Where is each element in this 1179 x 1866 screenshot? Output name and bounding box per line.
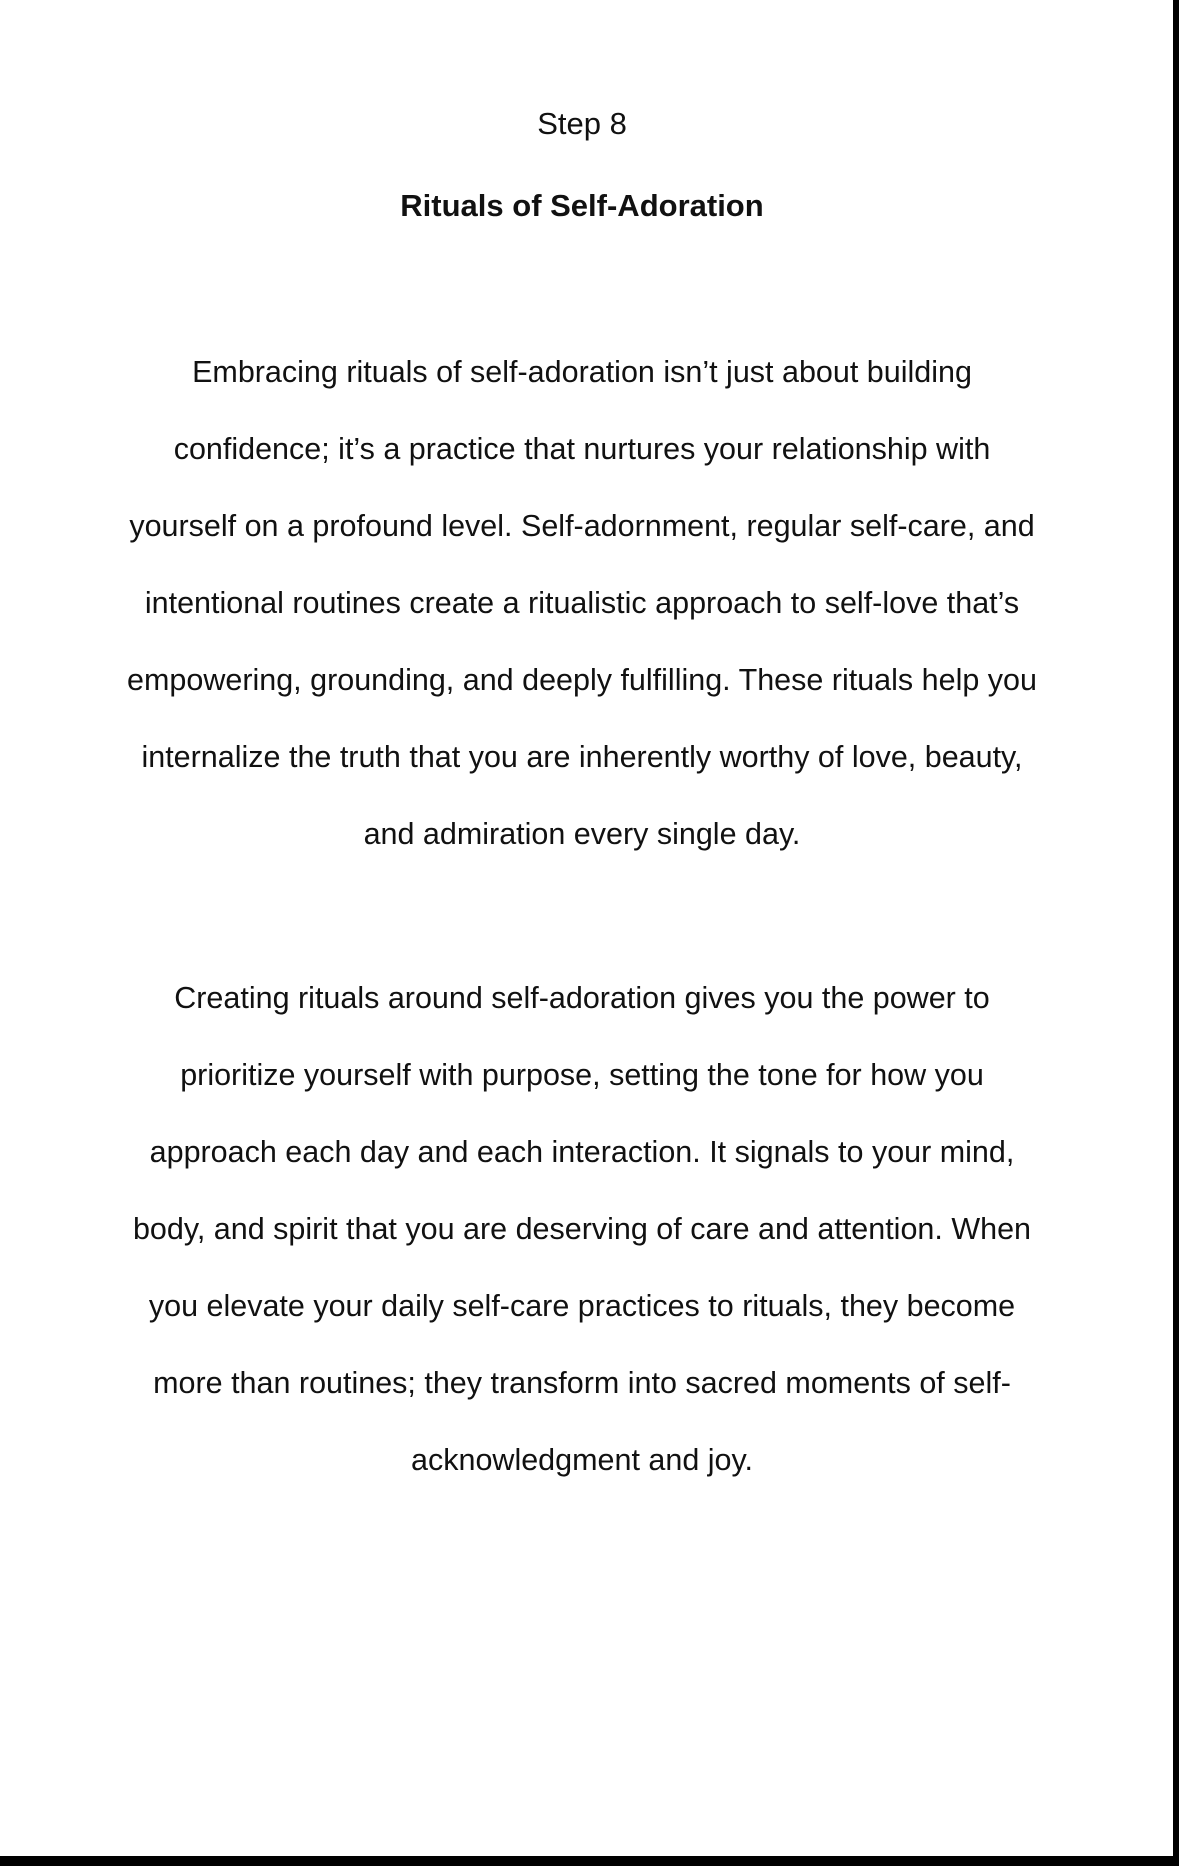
paragraph-line: confidence; it’s a practice that nurtures your relationship with <box>173 432 991 466</box>
paragraph-line: empowering, grounding, and deeply fulfilling. These rituals help you <box>127 663 1037 697</box>
paragraph-line: and admiration every single day. <box>363 817 801 851</box>
paragraph-2 <box>100 960 1064 1499</box>
paragraph-line: internalize the truth that you are inherently worthy of love, beauty, <box>141 740 1023 774</box>
paragraph-line: body, and spirit that you are deserving of care and attention. When <box>132 1212 1032 1246</box>
paragraph-line: more than routines; they transform into sacred moments of self- <box>153 1366 1011 1400</box>
step-label: Step 8 <box>537 106 627 141</box>
paragraph-line: Embracing rituals of self-adoration isn’t just about building <box>192 355 972 389</box>
paragraph-1 <box>100 334 1064 873</box>
chapter-title: Rituals of Self-Adoration <box>400 188 764 223</box>
paragraph-line: yourself on a profound level. Self-adornment, regular self-care, and <box>129 509 1035 543</box>
paragraph-line: Creating rituals around self-adoration gives you the power to <box>174 981 990 1015</box>
paragraph-line: intentional routines create a ritualistic approach to self-love that’s <box>144 586 1020 620</box>
paragraph-line: you elevate your daily self-care practices to rituals, they become <box>148 1289 1016 1323</box>
paragraph-line: prioritize yourself with purpose, setting the tone for how you <box>180 1058 984 1092</box>
paragraph-line: approach each day and each interaction. It signals to your mind, <box>149 1135 1015 1169</box>
paragraph-line: acknowledgment and joy. <box>411 1443 753 1477</box>
